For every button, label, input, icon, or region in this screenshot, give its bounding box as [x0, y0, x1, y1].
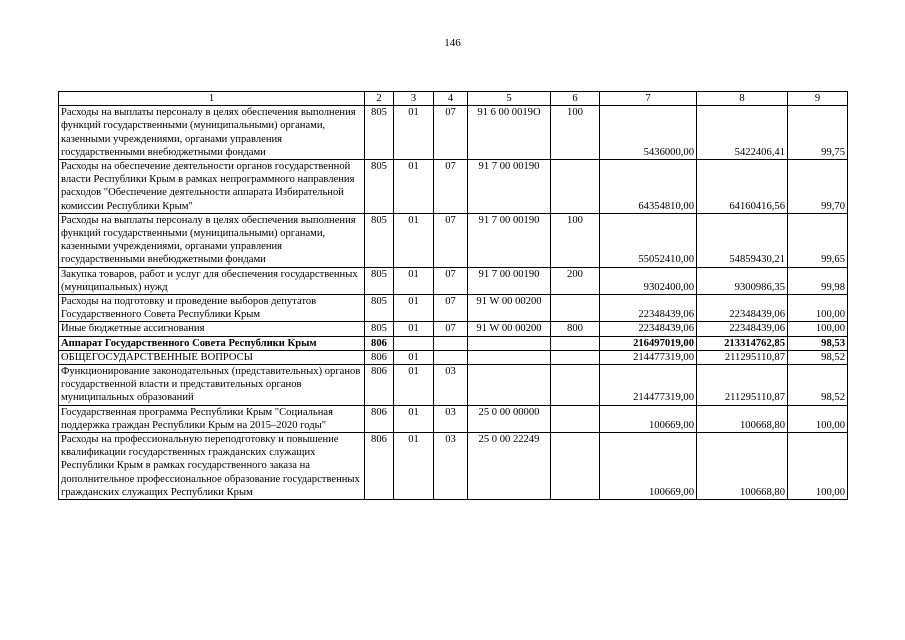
description-cell: Расходы на подготовку и проведение выборов депутатов Государственного Совета Республики Крым	[59, 295, 365, 322]
header-cell: 6	[551, 92, 600, 106]
target-article-cell: 91 7 00 00190	[468, 213, 551, 267]
actual-amount-cell: 9300986,35	[697, 267, 788, 294]
subsection-cell: 03	[434, 405, 468, 432]
expense-type-cell	[551, 405, 600, 432]
section-cell: 01	[394, 160, 434, 214]
budget-table	[58, 91, 848, 500]
header-cell: 5	[468, 92, 551, 106]
section-cell	[394, 336, 434, 350]
section-cell: 01	[394, 213, 434, 267]
expense-type-cell: 800	[551, 322, 600, 336]
percent-cell: 100,00	[788, 322, 848, 336]
plan-amount-cell: 9302400,00	[600, 267, 697, 294]
description-cell: Аппарат Государственного Совета Республики Крым	[59, 336, 365, 350]
expense-type-cell	[551, 336, 600, 350]
actual-amount-cell: 100668,80	[697, 433, 788, 500]
description-cell: Расходы на обеспечение деятельности органов государственной власти Республики Крым в рамках непрограммного направления расходов "Обеспечение деятельности аппарата Избирательной комиссии Республики Крым"	[59, 160, 365, 214]
section-cell: 01	[394, 322, 434, 336]
subsection-cell: 07	[434, 160, 468, 214]
expense-type-cell: 200	[551, 267, 600, 294]
subsection-cell: 07	[434, 267, 468, 294]
target-article-cell: 25 0 00 22249	[468, 433, 551, 500]
actual-amount-cell: 211295110,87	[697, 365, 788, 406]
plan-amount-cell: 100669,00	[600, 405, 697, 432]
actual-amount-cell: 22348439,06	[697, 322, 788, 336]
target-article-cell: 91 7 00 00190	[468, 160, 551, 214]
header-cell: 9	[788, 92, 848, 106]
target-article-cell: 25 0 00 00000	[468, 405, 551, 432]
table-row	[59, 295, 848, 322]
header-row	[59, 92, 848, 106]
actual-amount-cell: 5422406,41	[697, 106, 788, 160]
expense-type-cell	[551, 433, 600, 500]
subsection-cell: 03	[434, 365, 468, 406]
target-article-cell: 91 7 00 00190	[468, 267, 551, 294]
section-cell: 01	[394, 365, 434, 406]
percent-cell: 100,00	[788, 405, 848, 432]
description-cell: Расходы на выплаты персоналу в целях обеспечения выполнения функций государственными (муниципальными) органами, казенными учреждениями, органами управления государственными внебюджетными фондами	[59, 106, 365, 160]
plan-amount-cell: 55052410,00	[600, 213, 697, 267]
ved-cell: 806	[365, 433, 394, 500]
ved-cell: 805	[365, 322, 394, 336]
section-cell: 01	[394, 106, 434, 160]
table-row	[59, 350, 848, 364]
subsection-cell: 07	[434, 213, 468, 267]
plan-amount-cell: 214477319,00	[600, 365, 697, 406]
description-cell: Функционирование законодательных (представительных) органов государственной власти и представительных органов муниципальных образований	[59, 365, 365, 406]
expense-type-cell	[551, 295, 600, 322]
plan-amount-cell: 22348439,06	[600, 295, 697, 322]
description-cell: Иные бюджетные ассигнования	[59, 322, 365, 336]
target-article-cell	[468, 350, 551, 364]
ved-cell: 806	[365, 350, 394, 364]
subsection-cell: 07	[434, 322, 468, 336]
expense-type-cell: 100	[551, 106, 600, 160]
table-row	[59, 365, 848, 406]
percent-cell: 100,00	[788, 295, 848, 322]
ved-cell: 805	[365, 213, 394, 267]
plan-amount-cell: 64354810,00	[600, 160, 697, 214]
description-cell: Расходы на выплаты персоналу в целях обеспечения выполнения функций государственными (муниципальными) органами, казенными учреждениями, органами управления государственными внебюджетными фондами	[59, 213, 365, 267]
plan-amount-cell: 216497019,00	[600, 336, 697, 350]
ved-cell: 805	[365, 106, 394, 160]
actual-amount-cell: 211295110,87	[697, 350, 788, 364]
table-row	[59, 433, 848, 500]
actual-amount-cell: 213314762,85	[697, 336, 788, 350]
percent-cell: 99,65	[788, 213, 848, 267]
actual-amount-cell: 54859430,21	[697, 213, 788, 267]
expense-type-cell	[551, 350, 600, 364]
description-cell: Расходы на профессиональную переподготовку и повышение квалификации государственных гражданских служащих Республики Крым в рамках государственного заказа на дополнительное профессиональное образование государственных гражданских служащих Республики Крым	[59, 433, 365, 500]
table-row	[59, 267, 848, 294]
plan-amount-cell: 5436000,00	[600, 106, 697, 160]
header-cell: 3	[394, 92, 434, 106]
subsection-cell: 07	[434, 295, 468, 322]
header-cell: 8	[697, 92, 788, 106]
plan-amount-cell: 100669,00	[600, 433, 697, 500]
description-cell: Государственная программа Республики Крым "Социальная поддержка граждан Республики Крым на 2015–2020 годы"	[59, 405, 365, 432]
expense-type-cell	[551, 365, 600, 406]
description-cell: Закупка товаров, работ и услуг для обеспечения государственных (муниципальных) нужд	[59, 267, 365, 294]
expense-type-cell	[551, 160, 600, 214]
ved-cell: 806	[365, 336, 394, 350]
percent-cell: 99,75	[788, 106, 848, 160]
table-row	[59, 322, 848, 336]
table-body	[59, 92, 848, 500]
plan-amount-cell: 214477319,00	[600, 350, 697, 364]
ved-cell: 805	[365, 160, 394, 214]
header-cell: 1	[59, 92, 365, 106]
table-row	[59, 160, 848, 214]
header-cell: 4	[434, 92, 468, 106]
percent-cell: 99,70	[788, 160, 848, 214]
percent-cell: 98,52	[788, 365, 848, 406]
actual-amount-cell: 64160416,56	[697, 160, 788, 214]
table-row	[59, 405, 848, 432]
actual-amount-cell: 100668,80	[697, 405, 788, 432]
table-row	[59, 213, 848, 267]
ved-cell: 805	[365, 295, 394, 322]
actual-amount-cell: 22348439,06	[697, 295, 788, 322]
ved-cell: 806	[365, 405, 394, 432]
percent-cell: 99,98	[788, 267, 848, 294]
plan-amount-cell: 22348439,06	[600, 322, 697, 336]
ved-cell: 806	[365, 365, 394, 406]
subsection-cell: 03	[434, 433, 468, 500]
section-cell: 01	[394, 267, 434, 294]
section-cell: 01	[394, 295, 434, 322]
expense-type-cell: 100	[551, 213, 600, 267]
target-article-cell	[468, 336, 551, 350]
percent-cell: 98,52	[788, 350, 848, 364]
description-cell: ОБЩЕГОСУДАРСТВЕННЫЕ ВОПРОСЫ	[59, 350, 365, 364]
header-cell: 7	[600, 92, 697, 106]
subsection-cell	[434, 336, 468, 350]
page-number: 146	[444, 37, 461, 49]
percent-cell: 98,53	[788, 336, 848, 350]
target-article-cell: 91 W 00 00200	[468, 322, 551, 336]
table-row	[59, 336, 848, 350]
section-cell: 01	[394, 405, 434, 432]
target-article-cell: 91 W 00 00200	[468, 295, 551, 322]
table-row	[59, 106, 848, 160]
subsection-cell	[434, 350, 468, 364]
target-article-cell: 91 6 00 0019O	[468, 106, 551, 160]
section-cell: 01	[394, 350, 434, 364]
subsection-cell: 07	[434, 106, 468, 160]
target-article-cell	[468, 365, 551, 406]
header-cell: 2	[365, 92, 394, 106]
ved-cell: 805	[365, 267, 394, 294]
percent-cell: 100,00	[788, 433, 848, 500]
section-cell: 01	[394, 433, 434, 500]
